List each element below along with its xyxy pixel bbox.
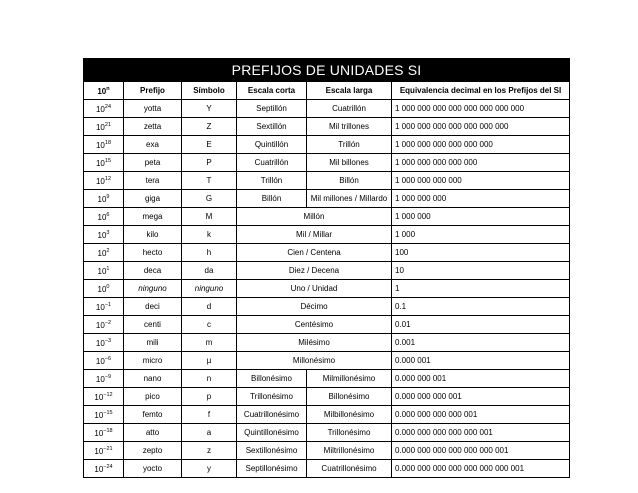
- power-exponent: 1: [106, 265, 110, 272]
- long-scale-cell: Miltrillonésimo: [307, 442, 392, 460]
- table-row: [84, 370, 570, 388]
- scale-merged-cell: Centésimo: [237, 316, 392, 334]
- table-row: [84, 442, 570, 460]
- prefix-cell: exa: [124, 136, 182, 154]
- prefix-cell: hecto: [124, 244, 182, 262]
- scale-merged-cell: Cien / Centena: [237, 244, 392, 262]
- equivalence-cell: 1 000 000 000 000 000 000 000: [392, 118, 570, 136]
- table-row: [84, 208, 570, 226]
- table-row: [84, 226, 570, 244]
- symbol-cell: a: [182, 424, 237, 442]
- symbol-cell: µ: [182, 352, 237, 370]
- power-exponent: −2: [104, 319, 112, 326]
- power-cell: [84, 406, 124, 424]
- header-power-base: 10: [97, 86, 107, 96]
- equivalence-cell: 0.000 001: [392, 352, 570, 370]
- symbol-cell: G: [182, 190, 237, 208]
- equivalence-cell: 0.001: [392, 334, 570, 352]
- equivalence-cell: 1 000 000 000 000: [392, 172, 570, 190]
- table-row: [84, 100, 570, 118]
- scale-merged-cell: Uno / Unidad: [237, 280, 392, 298]
- power-cell: [84, 172, 124, 190]
- short-scale-cell: Cuatrillón: [237, 154, 307, 172]
- equivalence-cell: 1 000 000 000 000 000 000: [392, 136, 570, 154]
- power-exponent: −6: [104, 355, 112, 362]
- scale-merged-cell: Mil / Millar: [237, 226, 392, 244]
- title-row: [84, 59, 570, 82]
- equivalence-cell: 1 000 000 000 000 000: [392, 154, 570, 172]
- symbol-cell: Y: [182, 100, 237, 118]
- header-equivalence: Equivalencia decimal en los Prefijos del SI: [392, 82, 570, 100]
- symbol-cell: f: [182, 406, 237, 424]
- power-cell: [84, 154, 124, 172]
- table-row: [84, 424, 570, 442]
- symbol-cell: T: [182, 172, 237, 190]
- symbol-cell: ninguno: [182, 280, 237, 298]
- symbol-cell: p: [182, 388, 237, 406]
- equivalence-cell: 1: [392, 280, 570, 298]
- header-prefix: Prefijo: [124, 82, 182, 100]
- prefix-cell: pico: [124, 388, 182, 406]
- long-scale-cell: Mil trillones: [307, 118, 392, 136]
- equivalence-cell: 1 000 000 000: [392, 190, 570, 208]
- power-exponent: −18: [103, 427, 113, 434]
- header-power: [84, 82, 124, 100]
- power-base: 10: [97, 230, 107, 240]
- symbol-cell: h: [182, 244, 237, 262]
- short-scale-cell: Sextillonésimo: [237, 442, 307, 460]
- prefix-cell: femto: [124, 406, 182, 424]
- power-exponent: −1: [104, 301, 112, 308]
- power-cell: [84, 334, 124, 352]
- prefix-cell: zetta: [124, 118, 182, 136]
- power-cell: [84, 316, 124, 334]
- header-symbol: Símbolo: [182, 82, 237, 100]
- power-cell: [84, 208, 124, 226]
- power-base: 10: [97, 194, 107, 204]
- equivalence-cell: 1 000 000 000 000 000 000 000 000: [392, 100, 570, 118]
- power-base: 10: [95, 356, 105, 366]
- power-base: 10: [95, 104, 105, 114]
- table-row: [84, 280, 570, 298]
- prefix-cell: micro: [124, 352, 182, 370]
- power-exponent: 24: [104, 103, 112, 110]
- power-base: 10: [94, 410, 104, 420]
- power-cell: [84, 190, 124, 208]
- power-base: 10: [97, 284, 107, 294]
- power-base: 10: [95, 122, 105, 132]
- header-long-scale: Escala larga: [307, 82, 392, 100]
- equivalence-cell: 1 000: [392, 226, 570, 244]
- prefix-cell: nano: [124, 370, 182, 388]
- power-base: 10: [94, 464, 104, 474]
- long-scale-cell: Billón: [307, 172, 392, 190]
- table-title: PREFIJOS DE UNIDADES SI: [84, 59, 570, 82]
- power-base: 10: [95, 140, 105, 150]
- symbol-cell: E: [182, 136, 237, 154]
- power-cell: [84, 100, 124, 118]
- table-row: [84, 460, 570, 478]
- prefix-cell: tera: [124, 172, 182, 190]
- power-exponent: 12: [104, 175, 112, 182]
- header-power-exp: n: [106, 85, 110, 92]
- power-exponent: 6: [106, 211, 110, 218]
- symbol-cell: y: [182, 460, 237, 478]
- table-row: [84, 298, 570, 316]
- prefix-cell: atto: [124, 424, 182, 442]
- power-base: 10: [97, 212, 107, 222]
- power-base: 10: [97, 266, 107, 276]
- power-base: 10: [95, 158, 105, 168]
- power-exponent: −24: [103, 463, 113, 470]
- table-row: [84, 118, 570, 136]
- short-scale-cell: Trillón: [237, 172, 307, 190]
- table-row: [84, 244, 570, 262]
- power-cell: [84, 442, 124, 460]
- short-scale-cell: Billón: [237, 190, 307, 208]
- prefix-cell: deca: [124, 262, 182, 280]
- table-row: [84, 154, 570, 172]
- table-row: [84, 334, 570, 352]
- long-scale-cell: Milbillonésimo: [307, 406, 392, 424]
- power-exponent: 18: [104, 139, 112, 146]
- table-row: [84, 352, 570, 370]
- power-exponent: 9: [106, 193, 110, 200]
- power-cell: [84, 280, 124, 298]
- power-exponent: 0: [106, 283, 110, 290]
- long-scale-cell: Mil millones / Millardo: [307, 190, 392, 208]
- scale-merged-cell: Millón: [237, 208, 392, 226]
- power-exponent: −21: [103, 445, 113, 452]
- short-scale-cell: Quintillón: [237, 136, 307, 154]
- scale-merged-cell: Décimo: [237, 298, 392, 316]
- long-scale-cell: Mil billones: [307, 154, 392, 172]
- scale-merged-cell: Millonésimo: [237, 352, 392, 370]
- si-prefixes-sheet: [83, 58, 569, 478]
- table-row: [84, 316, 570, 334]
- si-prefixes-table: [83, 58, 570, 478]
- power-cell: [84, 460, 124, 478]
- prefix-cell: yotta: [124, 100, 182, 118]
- table-row: [84, 136, 570, 154]
- power-cell: [84, 244, 124, 262]
- symbol-cell: n: [182, 370, 237, 388]
- equivalence-cell: 0.000 000 000 001: [392, 388, 570, 406]
- power-cell: [84, 352, 124, 370]
- power-cell: [84, 388, 124, 406]
- long-scale-cell: Cuatrillonésimo: [307, 460, 392, 478]
- prefix-cell: zepto: [124, 442, 182, 460]
- power-base: 10: [95, 302, 105, 312]
- long-scale-cell: Billonésimo: [307, 388, 392, 406]
- equivalence-cell: 0.000 000 000 000 000 001: [392, 424, 570, 442]
- table-row: [84, 406, 570, 424]
- short-scale-cell: Septillón: [237, 100, 307, 118]
- long-scale-cell: Trillón: [307, 136, 392, 154]
- long-scale-cell: Cuatrillón: [307, 100, 392, 118]
- power-base: 10: [97, 248, 107, 258]
- table-row: [84, 262, 570, 280]
- power-base: 10: [95, 374, 105, 384]
- short-scale-cell: Septillonésimo: [237, 460, 307, 478]
- power-base: 10: [95, 338, 105, 348]
- prefix-cell: centi: [124, 316, 182, 334]
- power-cell: [84, 136, 124, 154]
- power-exponent: 15: [104, 157, 112, 164]
- prefix-cell: peta: [124, 154, 182, 172]
- prefix-cell: kilo: [124, 226, 182, 244]
- long-scale-cell: Trillonésimo: [307, 424, 392, 442]
- symbol-cell: m: [182, 334, 237, 352]
- prefix-cell: deci: [124, 298, 182, 316]
- short-scale-cell: Billonésimo: [237, 370, 307, 388]
- table-row: [84, 190, 570, 208]
- symbol-cell: c: [182, 316, 237, 334]
- table-row: [84, 172, 570, 190]
- header-row: [84, 82, 570, 100]
- power-cell: [84, 118, 124, 136]
- power-cell: [84, 298, 124, 316]
- short-scale-cell: Trillonésimo: [237, 388, 307, 406]
- short-scale-cell: Quintillonésimo: [237, 424, 307, 442]
- power-exponent: 21: [104, 121, 112, 128]
- power-exponent: −9: [104, 373, 112, 380]
- equivalence-cell: 0.01: [392, 316, 570, 334]
- long-scale-cell: Milmillonésimo: [307, 370, 392, 388]
- power-exponent: 2: [106, 247, 110, 254]
- short-scale-cell: Sextillón: [237, 118, 307, 136]
- power-base: 10: [94, 392, 104, 402]
- table-body: [84, 100, 570, 478]
- power-exponent: −12: [103, 391, 113, 398]
- equivalence-cell: 0.000 000 000 000 000 000 001: [392, 442, 570, 460]
- table-row: [84, 388, 570, 406]
- prefix-cell: mega: [124, 208, 182, 226]
- power-cell: [84, 424, 124, 442]
- equivalence-cell: 0.000 000 000 000 001: [392, 406, 570, 424]
- equivalence-cell: 1 000 000: [392, 208, 570, 226]
- symbol-cell: k: [182, 226, 237, 244]
- power-base: 10: [94, 446, 104, 456]
- power-base: 10: [95, 176, 105, 186]
- equivalence-cell: 0.1: [392, 298, 570, 316]
- short-scale-cell: Cuatrillonésimo: [237, 406, 307, 424]
- symbol-cell: z: [182, 442, 237, 460]
- prefix-cell: giga: [124, 190, 182, 208]
- equivalence-cell: 0.000 000 000 000 000 000 000 001: [392, 460, 570, 478]
- power-cell: [84, 370, 124, 388]
- symbol-cell: P: [182, 154, 237, 172]
- power-exponent: 3: [106, 229, 110, 236]
- equivalence-cell: 10: [392, 262, 570, 280]
- prefix-cell: mili: [124, 334, 182, 352]
- symbol-cell: da: [182, 262, 237, 280]
- power-base: 10: [94, 428, 104, 438]
- symbol-cell: Z: [182, 118, 237, 136]
- symbol-cell: d: [182, 298, 237, 316]
- power-exponent: −3: [104, 337, 112, 344]
- power-cell: [84, 226, 124, 244]
- prefix-cell: ninguno: [124, 280, 182, 298]
- prefix-cell: yocto: [124, 460, 182, 478]
- power-exponent: −15: [103, 409, 113, 416]
- equivalence-cell: 0.000 000 001: [392, 370, 570, 388]
- header-short-scale: Escala corta: [237, 82, 307, 100]
- equivalence-cell: 100: [392, 244, 570, 262]
- power-cell: [84, 262, 124, 280]
- scale-merged-cell: Milésimo: [237, 334, 392, 352]
- scale-merged-cell: Diez / Decena: [237, 262, 392, 280]
- symbol-cell: M: [182, 208, 237, 226]
- power-base: 10: [95, 320, 105, 330]
